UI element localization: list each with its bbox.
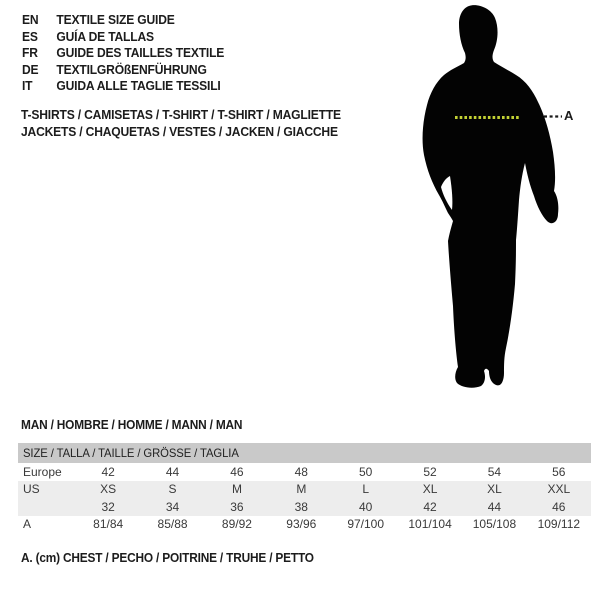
table-cell: M [231, 482, 242, 497]
language-code: IT [22, 78, 33, 94]
language-label: TEXTILGRÖßENFÜHRUNG [56, 61, 207, 77]
row-label: A [23, 517, 32, 532]
table-row-uk-sizes [18, 498, 591, 516]
table-cell: 42 [101, 464, 115, 479]
table-cell: XS [100, 482, 117, 497]
table-cell: 97/100 [347, 517, 385, 532]
category-jackets: JACKETS / CHAQUETAS / VESTES / JACKEN / GIACCHE [21, 124, 338, 139]
table-cell: 81/84 [93, 517, 124, 532]
language-code: FR [22, 45, 38, 61]
table-cell: 44 [487, 499, 502, 514]
table-cell: XXL [547, 482, 571, 497]
table-cell: 46 [552, 499, 566, 514]
table-cell: 52 [423, 464, 437, 479]
language-label: TEXTILE SIZE GUIDE [56, 12, 175, 27]
table-cell: 56 [552, 464, 566, 479]
size-table-header [18, 443, 591, 463]
row-label: US [23, 482, 40, 497]
table-cell: S [168, 482, 177, 497]
language-label: GUÍA DE TALLAS [56, 28, 154, 44]
table-cell: 109/112 [537, 517, 581, 532]
table-cell: M [296, 482, 307, 497]
size-table [18, 443, 591, 533]
language-label: GUIDE DES TAILLES TEXTILE [56, 45, 225, 61]
man-silhouette [423, 5, 559, 388]
table-cell: 48 [294, 464, 308, 479]
table-cell: 42 [423, 499, 437, 514]
table-cell: 46 [230, 464, 244, 479]
table-cell: 40 [359, 499, 373, 514]
language-code: ES [22, 28, 38, 44]
table-cell: XL [422, 482, 438, 497]
table-row-chest-cm [18, 516, 591, 534]
table-cell: 44 [165, 464, 180, 479]
language-label: GUIDA ALLE TAGLIE TESSILI [56, 78, 221, 94]
table-cell: 105/108 [472, 517, 517, 532]
category-tshirts: T-SHIRTS / CAMISETAS / T-SHIRT / T-SHIRT / MAGLIETTE [21, 107, 341, 122]
table-row-us [18, 481, 591, 499]
size-table-header-label: SIZE / TALLA / TAILLE / GRÖSSE / TAGLIA [23, 446, 239, 460]
table-row-europe [18, 463, 591, 481]
language-code: DE [22, 61, 39, 77]
table-cell: L [362, 482, 370, 497]
table-cell: 36 [230, 499, 244, 514]
section-title-man: MAN / HOMBRE / HOMME / MANN / MAN [21, 418, 243, 432]
table-cell: 32 [101, 499, 115, 514]
table-cell: 50 [359, 464, 373, 479]
table-cell: 85/88 [157, 517, 188, 532]
table-cell: 34 [165, 499, 180, 514]
table-cell: 93/96 [286, 517, 317, 532]
table-cell: 54 [487, 464, 502, 479]
measure-label-a: A [564, 108, 574, 123]
table-cell: 101/104 [408, 517, 452, 532]
measurement-footnote: A. (cm) CHEST / PECHO / POITRINE / TRUHE / PETTO [21, 551, 314, 565]
table-cell: XL [487, 482, 502, 497]
language-code: EN [22, 12, 39, 27]
table-cell: 38 [294, 499, 308, 514]
row-label: Europe [23, 464, 62, 479]
table-cell: 89/92 [221, 517, 252, 532]
